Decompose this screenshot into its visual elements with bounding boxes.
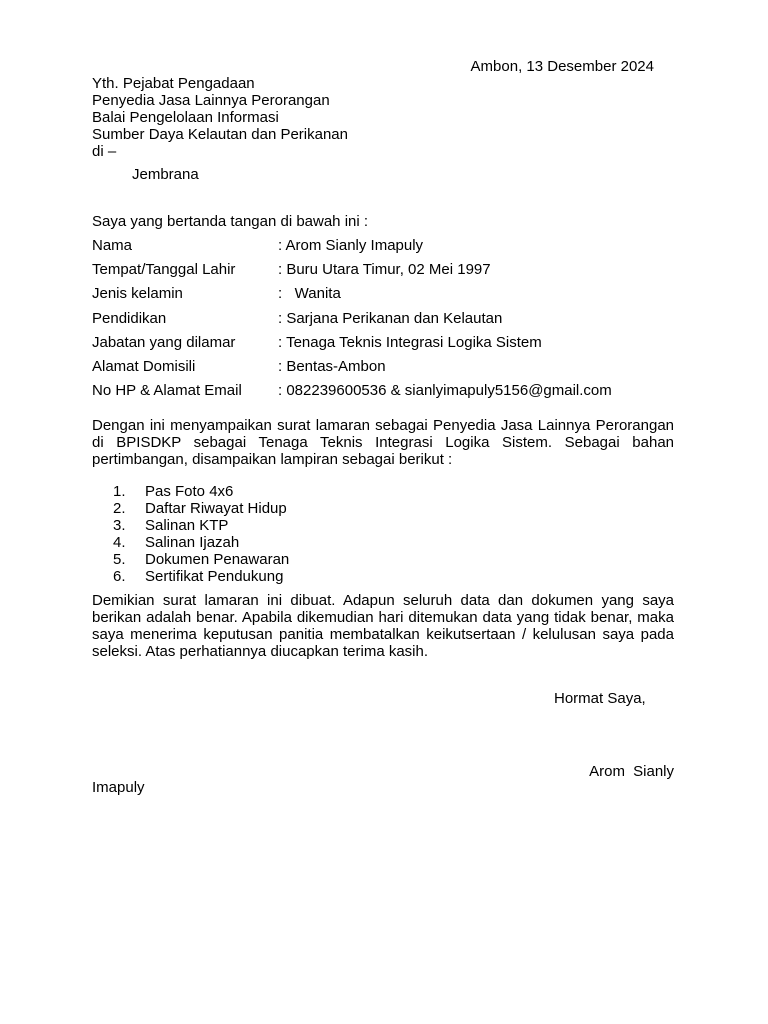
closing-paragraph: Demikian surat lamaran ini dibuat. Adapun seluruh data dan dokumen yang saya berikan adalah benar. Apabila dikemudian hari ditemukan data yang tidak benar, maka saya menerima keputusan panitia membatalkan keikutsertaan / kelulusan saya pada seleksi. Atas perhatiannya diucapkan terima kasih. (92, 592, 674, 660)
addressee-line: Yth. Pejabat Pengadaan (92, 75, 255, 92)
addressee-line: Balai Pengelolaan Informasi (92, 109, 279, 126)
identity-value: : Sarjana Perikanan dan Kelautan (278, 309, 503, 327)
list-item (92, 551, 289, 568)
list-item-number: 2. (113, 500, 126, 517)
application-paragraph: Dengan ini menyampaikan surat lamaran sebagai Penyedia Jasa Lainnya Perorangan di BPISDKP sebagai Tenaga Teknis Integrasi Logika Sistem. Sebagai bahan pertimbangan, disampaikan lampiran sebagai berikut : (92, 417, 674, 468)
identity-value: : Wanita (278, 285, 341, 303)
list-item-number: 3. (113, 517, 126, 534)
identity-value: : Buru Utara Timur, 02 Mei 1997 (278, 261, 491, 279)
identity-row-contact (92, 382, 692, 406)
addressee-block (92, 75, 348, 160)
list-item-text: Salinan KTP (145, 517, 229, 534)
identity-value: : Arom Sianly Imapuly (278, 237, 424, 254)
addressee-line: di – (92, 143, 117, 160)
intro-sentence: Saya yang bertanda tangan di bawah ini : (92, 213, 369, 230)
attachment-list (92, 483, 289, 585)
identity-table (92, 237, 692, 406)
identity-label: Jabatan yang dilamar (92, 333, 236, 351)
list-item (92, 500, 289, 517)
identity-label: Pendidikan (92, 309, 167, 327)
identity-row-education (92, 310, 692, 334)
list-item (92, 568, 289, 585)
addressee-line: Penyedia Jasa Lainnya Perorangan (92, 92, 330, 109)
closing-salutation: Hormat Saya, (554, 690, 646, 707)
list-item (92, 517, 289, 534)
addressee-city: Jembrana (132, 166, 199, 183)
list-item-number: 4. (113, 534, 126, 551)
list-item-text: Salinan Ijazah (145, 534, 240, 551)
identity-value: : Tenaga Teknis Integrasi Logika Sistem (278, 333, 542, 351)
list-item-number: 5. (113, 551, 126, 568)
identity-label: Alamat Domisili (92, 357, 196, 375)
list-item (92, 534, 289, 551)
list-item-text: Sertifikat Pendukung (145, 568, 284, 585)
list-item (92, 483, 289, 500)
identity-label: No HP & Alamat Email (92, 382, 242, 400)
signature-name-line1: Arom Sianly (589, 763, 674, 780)
identity-row-name (92, 237, 692, 261)
signature-name-line2: Imapuly (92, 779, 145, 796)
list-item-text: Dokumen Penawaran (145, 551, 290, 568)
list-item-number: 6. (113, 568, 126, 585)
identity-row-gender (92, 285, 692, 309)
list-item-number: 1. (113, 483, 126, 500)
identity-row-birth (92, 261, 692, 285)
identity-value: : Bentas-Ambon (278, 357, 386, 375)
letter-date: Ambon, 13 Desember 2024 (470, 58, 654, 75)
addressee-line: Sumber Daya Kelautan dan Perikanan (92, 126, 348, 143)
list-item-text: Pas Foto 4x6 (145, 483, 234, 500)
identity-label: Nama (92, 237, 133, 254)
identity-row-address (92, 358, 692, 382)
identity-label: Tempat/Tanggal Lahir (92, 261, 236, 279)
list-item-text: Daftar Riwayat Hidup (145, 500, 287, 517)
identity-value: : 082239600536 & sianlyimapuly5156@gmail.com (278, 382, 612, 400)
identity-row-position (92, 334, 692, 358)
identity-label: Jenis kelamin (92, 285, 183, 303)
